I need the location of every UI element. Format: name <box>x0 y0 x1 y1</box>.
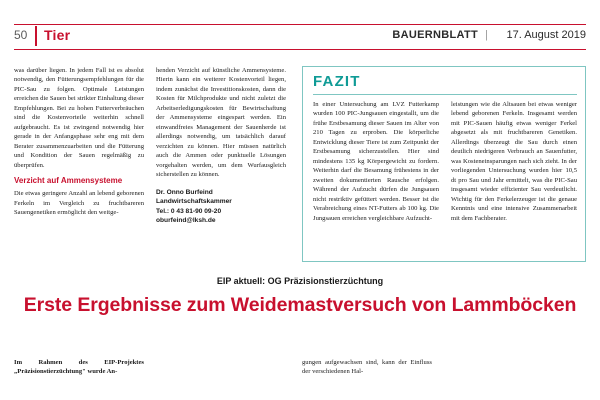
fazit-content <box>313 100 577 255</box>
article-body <box>14 66 586 262</box>
masthead-separator: | <box>485 29 488 41</box>
article-column-2 <box>156 66 286 225</box>
paragraph: was darüber liegen. In jedem Fall ist es absolut notwendig, den Fütterungsempfehlungen für die PIC-Sau zu folgen. Optimale Leistungen erreichen die Sauen bei strikter Einhaltung dieser Empfehlungen. Bei zu hohen Futterverbräuchen sind die Kostenvorteile weiterhin schnell aufgebraucht. Es ist zwingend notwendig hier gerade in der Anfangsphase sehr eng mit dem Berater zusammenzuarbeiten und die Fütterung und Kondition der Sauen regelmäßig zu überprüfen. <box>14 67 144 169</box>
header-rule-bottom <box>14 49 586 50</box>
fazit-column-2 <box>451 100 577 223</box>
section-title: Tier <box>44 27 71 43</box>
paragraph: In einer Untersuchung am LVZ Futterkamp wurden 100 PIC-Jungsauen eingestallt, um die frühe Erstbesamung dieser Sauen im Alter von 210 Tagen zu erproben. Die körperliche Entwicklung dieser Tiere ist zum Zeitpunkt der Erstbesamung sicherzustellen. Hier sind mindestens 135 kg Körpergewicht zu fordern. Weiterhin darf die Besamung frühestens in der zweiten dokumentierten Rausche erfolgen. Während der Aufzucht dürfen die Jungsauen nicht restriktiv gefüttert werden. Besser ist die Verabreichung eines NT-Futters ab 100 kg. Die Jungsauen erreichen vergleichbare Aufzucht- <box>313 101 439 222</box>
author-phone: Tel.: 0 43 81-90 09-20 <box>156 207 222 215</box>
eip-body <box>14 358 586 398</box>
author-byline <box>156 188 286 225</box>
page-header <box>0 24 600 50</box>
section-divider <box>35 26 37 46</box>
fazit-divider <box>313 94 577 95</box>
page-number: 50 <box>14 28 28 42</box>
paragraph: Im Rahmen des EIP-Projektes „Präzisionstierzüchtung" wurde An- <box>14 359 144 376</box>
fazit-box <box>302 66 586 262</box>
author-name: Dr. Onno Burfeind <box>156 188 213 196</box>
eip-column-1 <box>14 358 144 377</box>
paragraph: gungen aufgewachsen sind, kann der Einfluss der verschiedenen Hal- <box>302 359 432 376</box>
eip-column-3 <box>302 358 432 377</box>
paragraph: Die etwas geringere Anzahl an lebend geborenen Ferkeln im Vergleich zu fruchtbareren Sauengenetiken ermöglicht den weitge- <box>14 190 144 217</box>
masthead-title: BAUERNBLATT <box>392 29 478 41</box>
issue-date: 17. August 2019 <box>506 29 586 41</box>
article-subheading: Verzicht auf Ammensysteme <box>14 176 123 186</box>
fazit-title: FAZIT <box>313 73 361 90</box>
author-email[interactable]: oburfeind@lksh.de <box>156 216 216 224</box>
eip-kicker: EIP aktuell: OG Präzisionstierzüchtung <box>216 276 384 286</box>
author-org: Landwirtschaftskammer <box>156 198 232 206</box>
paragraph: leistungen wie die Altsauen bei etwas weniger lebend geborenen Ferkeln. Insgesamt werden mit PIC-Sauen häufig etwas weniger Ferkel abgesetzt als mit fruchtbareren Genetiken. Allerdings überzeugt die Sau durch einen deutlich niedrigeren Verbrauch an Sauenfutter, was Kosteneinsparungen nach sich zieht. In der vorliegenden Untersuchung wurden hier 10,5 dt pro Sau und Jahr ermittelt, was die PIC-Sau insgesamt wieder effizienter Sau verdeutlicht. Wichtig für den Ferkelerzeuger ist die genaue Kenntnis und eine intensive Zusammenarbeit mit dem Fachberater. <box>451 101 577 222</box>
paragraph: henden Verzicht auf künstliche Ammensysteme. Hierin kann ein weiterer Kostenvorteil liegen, indem zunächst die Investitionskosten, dann die Kosten für Milchprodukte und nicht zuletzt die Arbeitserledigungskosten für Bewirtschaftung der Ammensysteme eingespart werden. Ein einwandfreies Management der Sauenherde ist allerdings notwendig, um tatsächlich darauf verzichten zu können. Hier müssen natürlich auch die Ammen oder punktuelle Lösungen vorgehalten werden, um dem Wurfausgleich sicherstellen zu können. <box>156 67 286 179</box>
fazit-column-1 <box>313 100 439 223</box>
header-rule-top <box>14 24 586 25</box>
eip-headline: Erste Ergebnisse zum Weidemastversuch von Lammböcken <box>23 294 577 316</box>
article-column-1 <box>14 66 144 223</box>
